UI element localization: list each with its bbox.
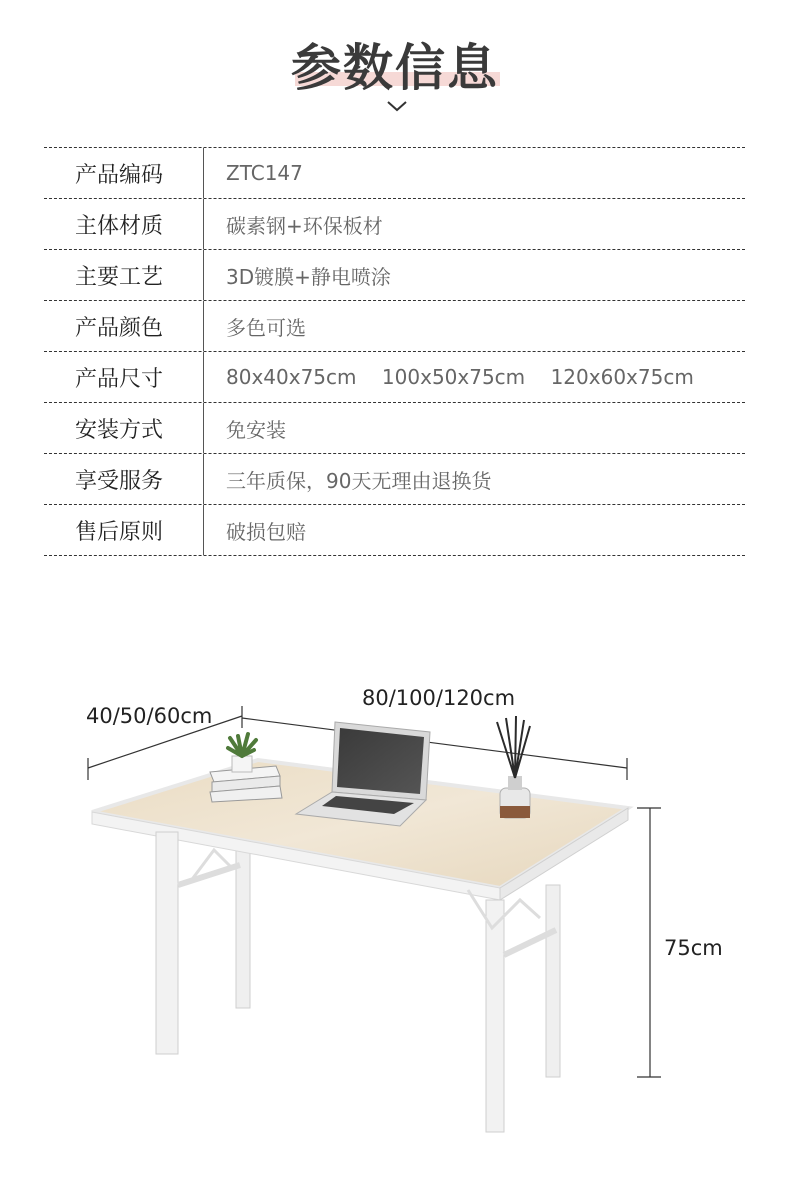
- spec-key: 主要工艺: [44, 250, 204, 300]
- spec-row-material: [44, 199, 745, 250]
- spec-key: 产品颜色: [44, 301, 204, 351]
- spec-key: 产品编码: [44, 148, 204, 198]
- spec-value: 三年质保，90天无理由退换货: [226, 468, 492, 493]
- spec-key: 产品尺寸: [44, 352, 204, 402]
- height-dimension-label: 75cm: [664, 936, 723, 960]
- spec-table: [44, 147, 745, 556]
- reed-diffuser: [497, 716, 530, 818]
- spec-key: 安装方式: [44, 403, 204, 453]
- spec-row-color: [44, 301, 745, 352]
- spec-value: ZTC147: [226, 161, 303, 185]
- spec-value: 破损包赔: [226, 519, 306, 544]
- spec-row-aftersale: [44, 505, 745, 556]
- chevron-down-icon: [385, 98, 409, 114]
- page-title: 参数信息: [291, 39, 499, 97]
- spec-row-size: [44, 352, 745, 403]
- spec-key: 主体材质: [44, 199, 204, 249]
- spec-row-install: [44, 403, 745, 454]
- books-and-plant: [210, 734, 282, 802]
- table-dimension-diagram: [0, 600, 790, 1185]
- spec-value: 碳素钢+环保板材: [226, 213, 383, 238]
- width-dimension-label: 80/100/120cm: [362, 686, 516, 710]
- spec-key: 售后原则: [44, 505, 204, 555]
- spec-row-service: [44, 454, 745, 505]
- spec-value: 多色可选: [226, 315, 306, 340]
- spec-row-code: [44, 148, 745, 199]
- spec-value: 80x40x75cm 100x50x75cm 120x60x75cm: [226, 365, 694, 389]
- spec-row-process: [44, 250, 745, 301]
- spec-value: 免安装: [226, 417, 286, 442]
- depth-dimension-label: 40/50/60cm: [86, 704, 213, 728]
- spec-value: 3D镀膜+静电喷涂: [226, 264, 391, 289]
- title-section: [0, 28, 790, 100]
- spec-key: 享受服务: [44, 454, 204, 504]
